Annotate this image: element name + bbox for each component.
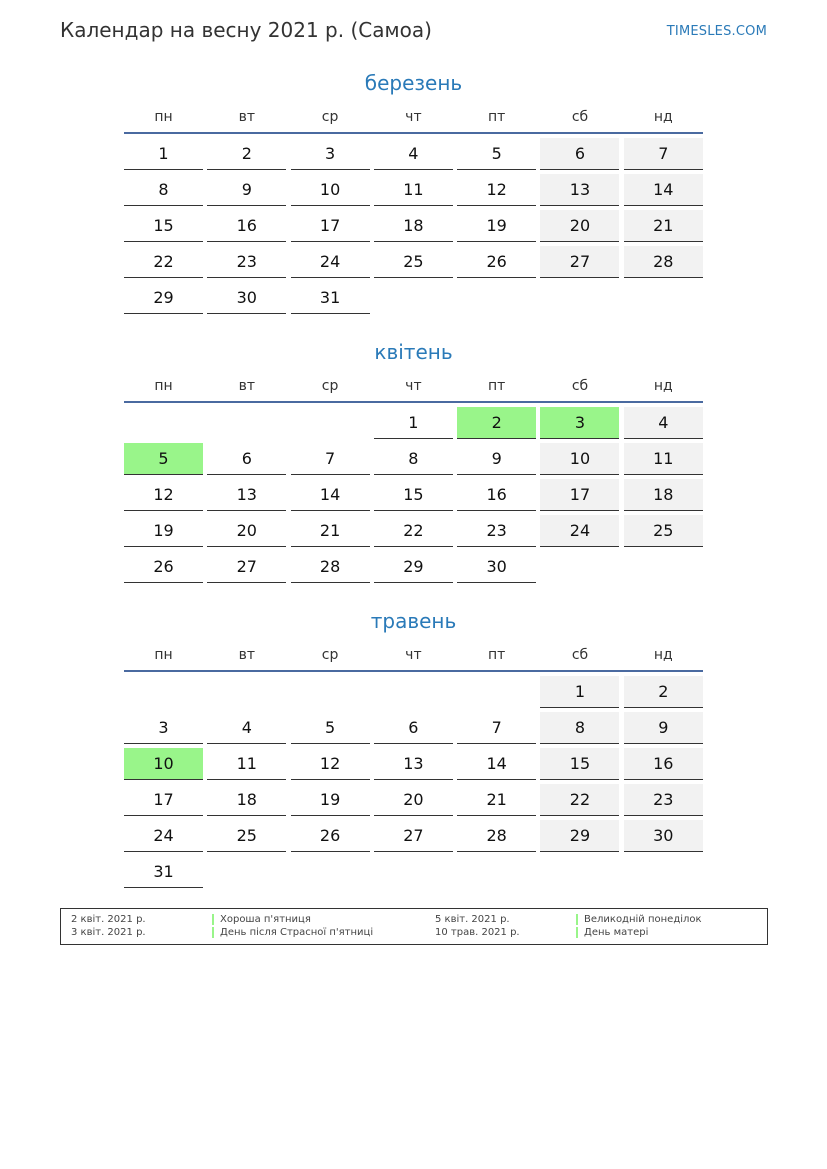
day-cell: 9: [207, 174, 286, 206]
holiday-marker: [576, 927, 578, 938]
month-name: квітень: [374, 340, 453, 364]
day-cell: 30: [457, 551, 536, 583]
day-cell: 18: [207, 784, 286, 816]
day-cell: 8: [124, 174, 203, 206]
day-cell: 11: [374, 174, 453, 206]
day-cell: 22: [374, 515, 453, 547]
legend-holiday: День матері: [584, 927, 649, 938]
legend-date: 10 трав. 2021 р.: [435, 927, 520, 938]
header-divider: [124, 401, 703, 403]
legend-date: 3 квіт. 2021 р.: [71, 927, 146, 938]
empty-cell: [291, 407, 370, 439]
weekday-label: вт: [238, 647, 255, 663]
empty-cell: [374, 676, 453, 708]
day-cell: 6: [374, 712, 453, 744]
day-cell: 12: [291, 748, 370, 780]
month-may: [124, 606, 703, 888]
day-cell: 16: [207, 210, 286, 242]
day-cell: 4: [207, 712, 286, 744]
weekday-label: ср: [321, 647, 339, 663]
site-link[interactable]: TIMESLES.COM: [666, 24, 767, 39]
weekday-label: вт: [238, 109, 255, 125]
day-cell: 14: [457, 748, 536, 780]
weekday-label: чт: [405, 647, 422, 663]
day-cell: 20: [540, 210, 619, 242]
day-grid: [124, 676, 703, 888]
weekday-label: нд: [653, 378, 673, 394]
day-cell: 18: [374, 210, 453, 242]
day-cell: 27: [207, 551, 286, 583]
day-cell: 21: [291, 515, 370, 547]
day-cell: 20: [207, 515, 286, 547]
day-cell: 28: [457, 820, 536, 852]
header-divider: [124, 670, 703, 672]
day-grid: [124, 138, 703, 314]
day-cell: 20: [374, 784, 453, 816]
day-cell: 17: [124, 784, 203, 816]
day-cell: 15: [540, 748, 619, 780]
day-cell: 9: [457, 443, 536, 475]
day-cell: 8: [374, 443, 453, 475]
day-cell: 2: [207, 138, 286, 170]
day-cell: 19: [457, 210, 536, 242]
day-cell: 30: [624, 820, 703, 852]
day-cell: 10: [540, 443, 619, 475]
day-cell: 22: [540, 784, 619, 816]
day-cell: 25: [207, 820, 286, 852]
day-cell: 23: [457, 515, 536, 547]
weekday-label: пт: [488, 109, 506, 125]
day-cell: 4: [624, 407, 703, 439]
day-cell: 5: [291, 712, 370, 744]
day-cell: 28: [291, 551, 370, 583]
empty-cell: [291, 676, 370, 708]
day-grid: [124, 407, 703, 583]
day-cell: 25: [374, 246, 453, 278]
day-cell: 10: [124, 748, 203, 780]
day-cell: 21: [624, 210, 703, 242]
weekday-label: чт: [405, 378, 422, 394]
day-cell: 27: [374, 820, 453, 852]
day-cell: 12: [124, 479, 203, 511]
weekday-label: сб: [571, 647, 589, 663]
weekday-label: ср: [321, 109, 339, 125]
day-cell: 2: [624, 676, 703, 708]
day-cell: 11: [207, 748, 286, 780]
weekday-label: пн: [154, 378, 173, 394]
weekday-header: [124, 646, 703, 670]
day-cell: 30: [207, 282, 286, 314]
day-cell: 19: [124, 515, 203, 547]
day-cell: 24: [124, 820, 203, 852]
day-cell: 1: [374, 407, 453, 439]
day-cell: 29: [374, 551, 453, 583]
day-cell: 23: [207, 246, 286, 278]
day-cell: 7: [291, 443, 370, 475]
day-cell: 5: [457, 138, 536, 170]
day-cell: 16: [624, 748, 703, 780]
day-cell: 29: [124, 282, 203, 314]
day-cell: 7: [624, 138, 703, 170]
legend-holiday: Хороша п'ятниця: [220, 914, 311, 925]
empty-cell: [207, 676, 286, 708]
day-cell: 1: [124, 138, 203, 170]
day-cell: 31: [124, 856, 203, 888]
legend-date: 5 квіт. 2021 р.: [435, 914, 510, 925]
header-divider: [124, 132, 703, 134]
weekday-label: пт: [488, 378, 506, 394]
day-cell: 11: [624, 443, 703, 475]
day-cell: 9: [624, 712, 703, 744]
weekday-label: нд: [653, 647, 673, 663]
day-cell: 24: [540, 515, 619, 547]
day-cell: 8: [540, 712, 619, 744]
day-cell: 29: [540, 820, 619, 852]
day-cell: 28: [624, 246, 703, 278]
day-cell: 18: [624, 479, 703, 511]
holiday-marker: [212, 927, 214, 938]
day-cell: 23: [624, 784, 703, 816]
day-cell: 16: [457, 479, 536, 511]
weekday-label: пн: [154, 109, 173, 125]
day-cell: 3: [124, 712, 203, 744]
page-title: Календар на весну 2021 р. (Самоа): [60, 18, 432, 42]
legend-date: 2 квіт. 2021 р.: [71, 914, 146, 925]
day-cell: 22: [124, 246, 203, 278]
weekday-header: [124, 108, 703, 132]
day-cell: 14: [624, 174, 703, 206]
day-cell: 24: [291, 246, 370, 278]
weekday-label: пн: [154, 647, 173, 663]
weekday-header: [124, 377, 703, 401]
day-cell: 7: [457, 712, 536, 744]
day-cell: 2: [457, 407, 536, 439]
day-cell: 15: [124, 210, 203, 242]
weekday-label: ср: [321, 378, 339, 394]
day-cell: 6: [540, 138, 619, 170]
day-cell: 6: [207, 443, 286, 475]
day-cell: 21: [457, 784, 536, 816]
day-cell: 13: [207, 479, 286, 511]
empty-cell: [124, 676, 203, 708]
weekday-label: пт: [488, 647, 506, 663]
day-cell: 31: [291, 282, 370, 314]
day-cell: 15: [374, 479, 453, 511]
holiday-marker: [576, 914, 578, 925]
day-cell: 19: [291, 784, 370, 816]
legend-holiday: Великодній понеділок: [584, 914, 702, 925]
empty-cell: [207, 407, 286, 439]
month-april: [124, 337, 703, 583]
empty-cell: [124, 407, 203, 439]
month-march: [124, 68, 703, 314]
day-cell: 27: [540, 246, 619, 278]
weekday-label: вт: [238, 378, 255, 394]
month-name: травень: [370, 609, 457, 633]
day-cell: 25: [624, 515, 703, 547]
day-cell: 17: [540, 479, 619, 511]
legend-holiday: День після Страсної п'ятниці: [220, 927, 374, 938]
weekday-label: сб: [571, 109, 589, 125]
day-cell: 4: [374, 138, 453, 170]
day-cell: 13: [540, 174, 619, 206]
day-cell: 1: [540, 676, 619, 708]
empty-cell: [457, 676, 536, 708]
holiday-legend: [60, 908, 768, 945]
day-cell: 3: [291, 138, 370, 170]
weekday-label: нд: [653, 109, 673, 125]
day-cell: 14: [291, 479, 370, 511]
day-cell: 26: [124, 551, 203, 583]
holiday-marker: [212, 914, 214, 925]
day-cell: 26: [291, 820, 370, 852]
day-cell: 3: [540, 407, 619, 439]
day-cell: 5: [124, 443, 203, 475]
weekday-label: сб: [571, 378, 589, 394]
day-cell: 26: [457, 246, 536, 278]
day-cell: 17: [291, 210, 370, 242]
day-cell: 12: [457, 174, 536, 206]
day-cell: 13: [374, 748, 453, 780]
weekday-label: чт: [405, 109, 422, 125]
day-cell: 10: [291, 174, 370, 206]
month-name: березень: [364, 71, 463, 95]
